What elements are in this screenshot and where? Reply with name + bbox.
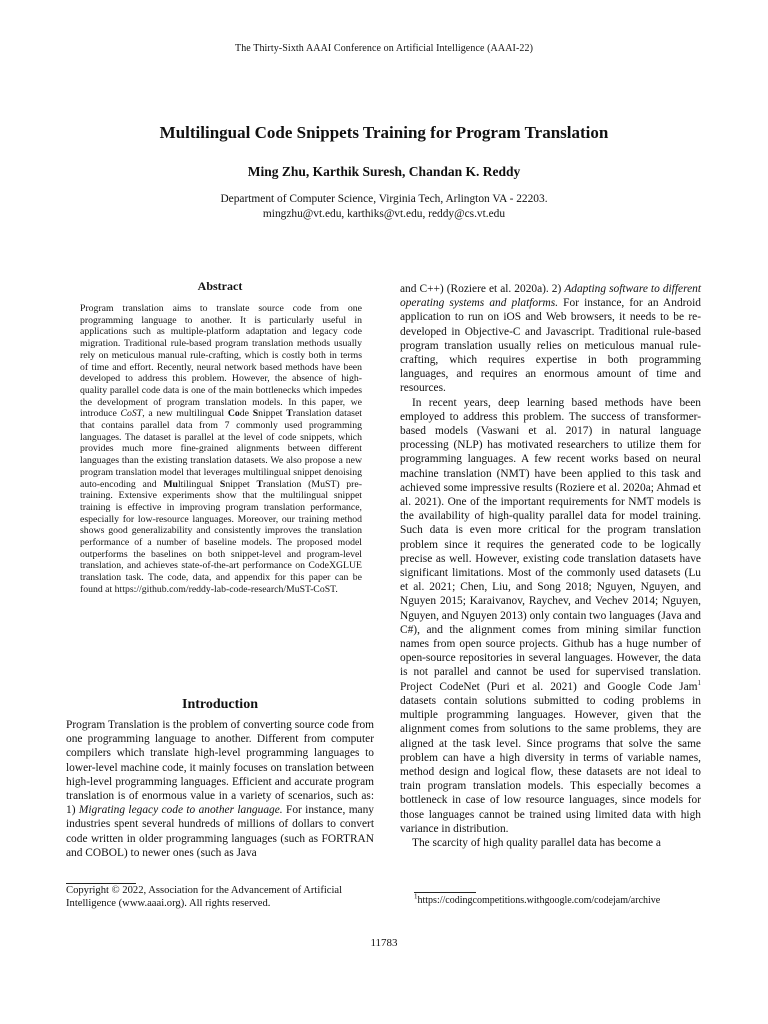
copyright-notice: Copyright © 2022, Association for the Advancement of Artificial Intelligence (www.aaai.org). All rights reserved. (66, 885, 343, 909)
body-emphasis: Adapting software to different operating systems and platforms. (400, 283, 701, 310)
abstract-text: Program translation aims to translate source code from one programming language to another. It is particularly useful in applications such as multiple-platform adaptation and legacy code migration. Traditional rule-based program translation methods usually rely on meticulous manual rule-crafting, which is costly both in terms of time and effort. Recently, neural network based methods have been developed to address this problem. However, the absence of high-quality parallel code data is one of the main bottlenecks which impedes the development of program translation models. In this paper, we introduce (80, 303, 362, 420)
body-text: In recent years, deep learning based methods have been employed to address this problem. The success of transformer-based models (Vaswani et al. 2017) in natural language processing (NLP) has motivated researchers to utilize them for programming languages. A few recent works based on neural machine translation (NMT) have been applied to this task and achieved some impressive results (Roziere et al. 2020a; Ahmad et al. 2021). One of the important requirements for NMT models is the availability of high-quality parallel data for model training. Such data is even more critical for the program translation problem since it requires the generated code to be logically precise as well. However, existing code translation datasets have significant limitations. Most of the commonly used datasets (Lu et al. 2021; Chen, Liu, and Song 2018; Nguyen, Nguyen, and Nguyen 2015; Karaivanov, Raychev, and Vechev 2014; Nguyen, Nguyen, and Nguyen 2013) only contain two languages (Java and C#), and the alignment comes from mining similar function names from open source projects. Github has a huge number of open-source repositories in several languages. However, the data is not parallel and cannot be used for supervised translation. Project CodeNet (Puri et al. 2021) and Google Code Jam (400, 396, 701, 693)
abstract-text: ranslation dataset that contains parallel data from 7 commonly used programming languages. The dataset is parallel at the level of code snippets, which provides much more fine-grained alignments between different languages than the existing translation datasets. We also propose a new program translation model that leverages multilingual snippet denoising auto-encoding and (80, 408, 362, 490)
right-paragraph (400, 282, 701, 396)
page-number: 11783 (370, 937, 398, 949)
footnote (414, 892, 714, 907)
acronym-letter: T (286, 408, 293, 420)
abstract-text: nippet (225, 478, 257, 490)
intro-text: Program Translation is the problem of converting source code from one programming language to another. Different from computer compilers which translate high-level programming languages to lower-level machine code, it mainly focuses on translation between high-level programming languages. Efficient and accurate program translation is of enormous value in a variety of scenarios, such as: 1) (66, 719, 374, 817)
abstract-text: nippet (258, 408, 287, 420)
abstract-text: , a new multilingual (142, 408, 228, 420)
intro-text: For instance, many industries spent several hundreds of millions of dollars to convert code written in older programming languages (such as FORTRAN and COBOL) to newer ones (such as Java (66, 804, 375, 859)
abstract-text: de (239, 408, 253, 420)
abstract-heading: Abstract (197, 279, 243, 293)
author-emails: mingzhu@vt.edu, karthiks@vt.edu, reddy@cs.vt.edu (262, 208, 506, 220)
body-text: The scarcity of high quality parallel data has become a (412, 836, 661, 849)
right-paragraph (400, 836, 701, 850)
acronym-letter: T (256, 478, 263, 490)
abstract-text: ltilingual (177, 478, 220, 490)
affiliation-line: Department of Computer Science, Virginia Tech, Arlington VA - 22203. (220, 193, 548, 205)
acronym-letter: Mu (163, 478, 178, 490)
right-paragraph (400, 396, 701, 836)
footnote-marker: 1 (697, 678, 701, 687)
conference-header: The Thirty-Sixth AAAI Conference on Artificial Intelligence (AAAI-22) (234, 43, 534, 54)
footnote-mark: 1 (414, 892, 418, 901)
intro-emphasis: Migrating legacy code to another language. (78, 804, 283, 817)
cost-name: CoST (120, 408, 143, 420)
abstract-body (80, 303, 362, 596)
author-affiliation (0, 192, 768, 222)
acronym-letter: Co (227, 408, 240, 420)
body-text: and C++) (Roziere et al. 2020a). 2) (400, 283, 565, 295)
acronym-letter: S (252, 408, 259, 420)
footnote-divider (414, 892, 476, 893)
body-text: For instance, for an Android application to run on iOS and Web browsers, it needs to be re-developed in Objective-C and Javascript. Traditional rule-based program translation usually relies on meticulous manual rule-crafting, which requires expertise in both programming languages, and requires an enormous amount of time and resources. (400, 297, 701, 395)
paper-title: Multilingual Code Snippets Training for Program Translation (159, 123, 609, 142)
introduction-heading: Introduction (182, 697, 258, 712)
body-text: datasets contain solutions submitted to coding problems in multiple programming languages. However, given that the alignment comes from solutions to the same problems, they are aligned at the task level. Since programs that solve the same problem can have a high diversity in terms of variable names, method design and logical flow, these datasets are not ideal to train program translation models. This especially becomes a bottleneck in case of low resource languages, since models for those languages cannot be trained using limited data with high variance in distribution. (400, 694, 701, 835)
acronym-letter: S (219, 478, 226, 490)
abstract-text: ranslation (MuST) pre-training. Extensive experiments show that the multilingual snippet training is effective in improving program translation performance, especially for low-resource languages. Moreover, our training method shows good generalizability and consistently improves the translation performance of a number of baseline models. The proposed model outperforms the baselines on both snippet-level and program-level translation, and achieves state-of-the-art performance on CodeXGLUE translation task. The code, data, and appendix for this paper can be found at https://github.com/reddy-lab-code-research/MuST-CoST. (80, 478, 362, 595)
footnote-link[interactable]: https://codingcompetitions.withgoogle.com/codejam/archive (417, 895, 661, 906)
introduction-body (66, 718, 374, 860)
right-column-body (400, 282, 701, 850)
paper-authors: Ming Zhu, Karthik Suresh, Chandan K. Reddy (247, 164, 521, 179)
